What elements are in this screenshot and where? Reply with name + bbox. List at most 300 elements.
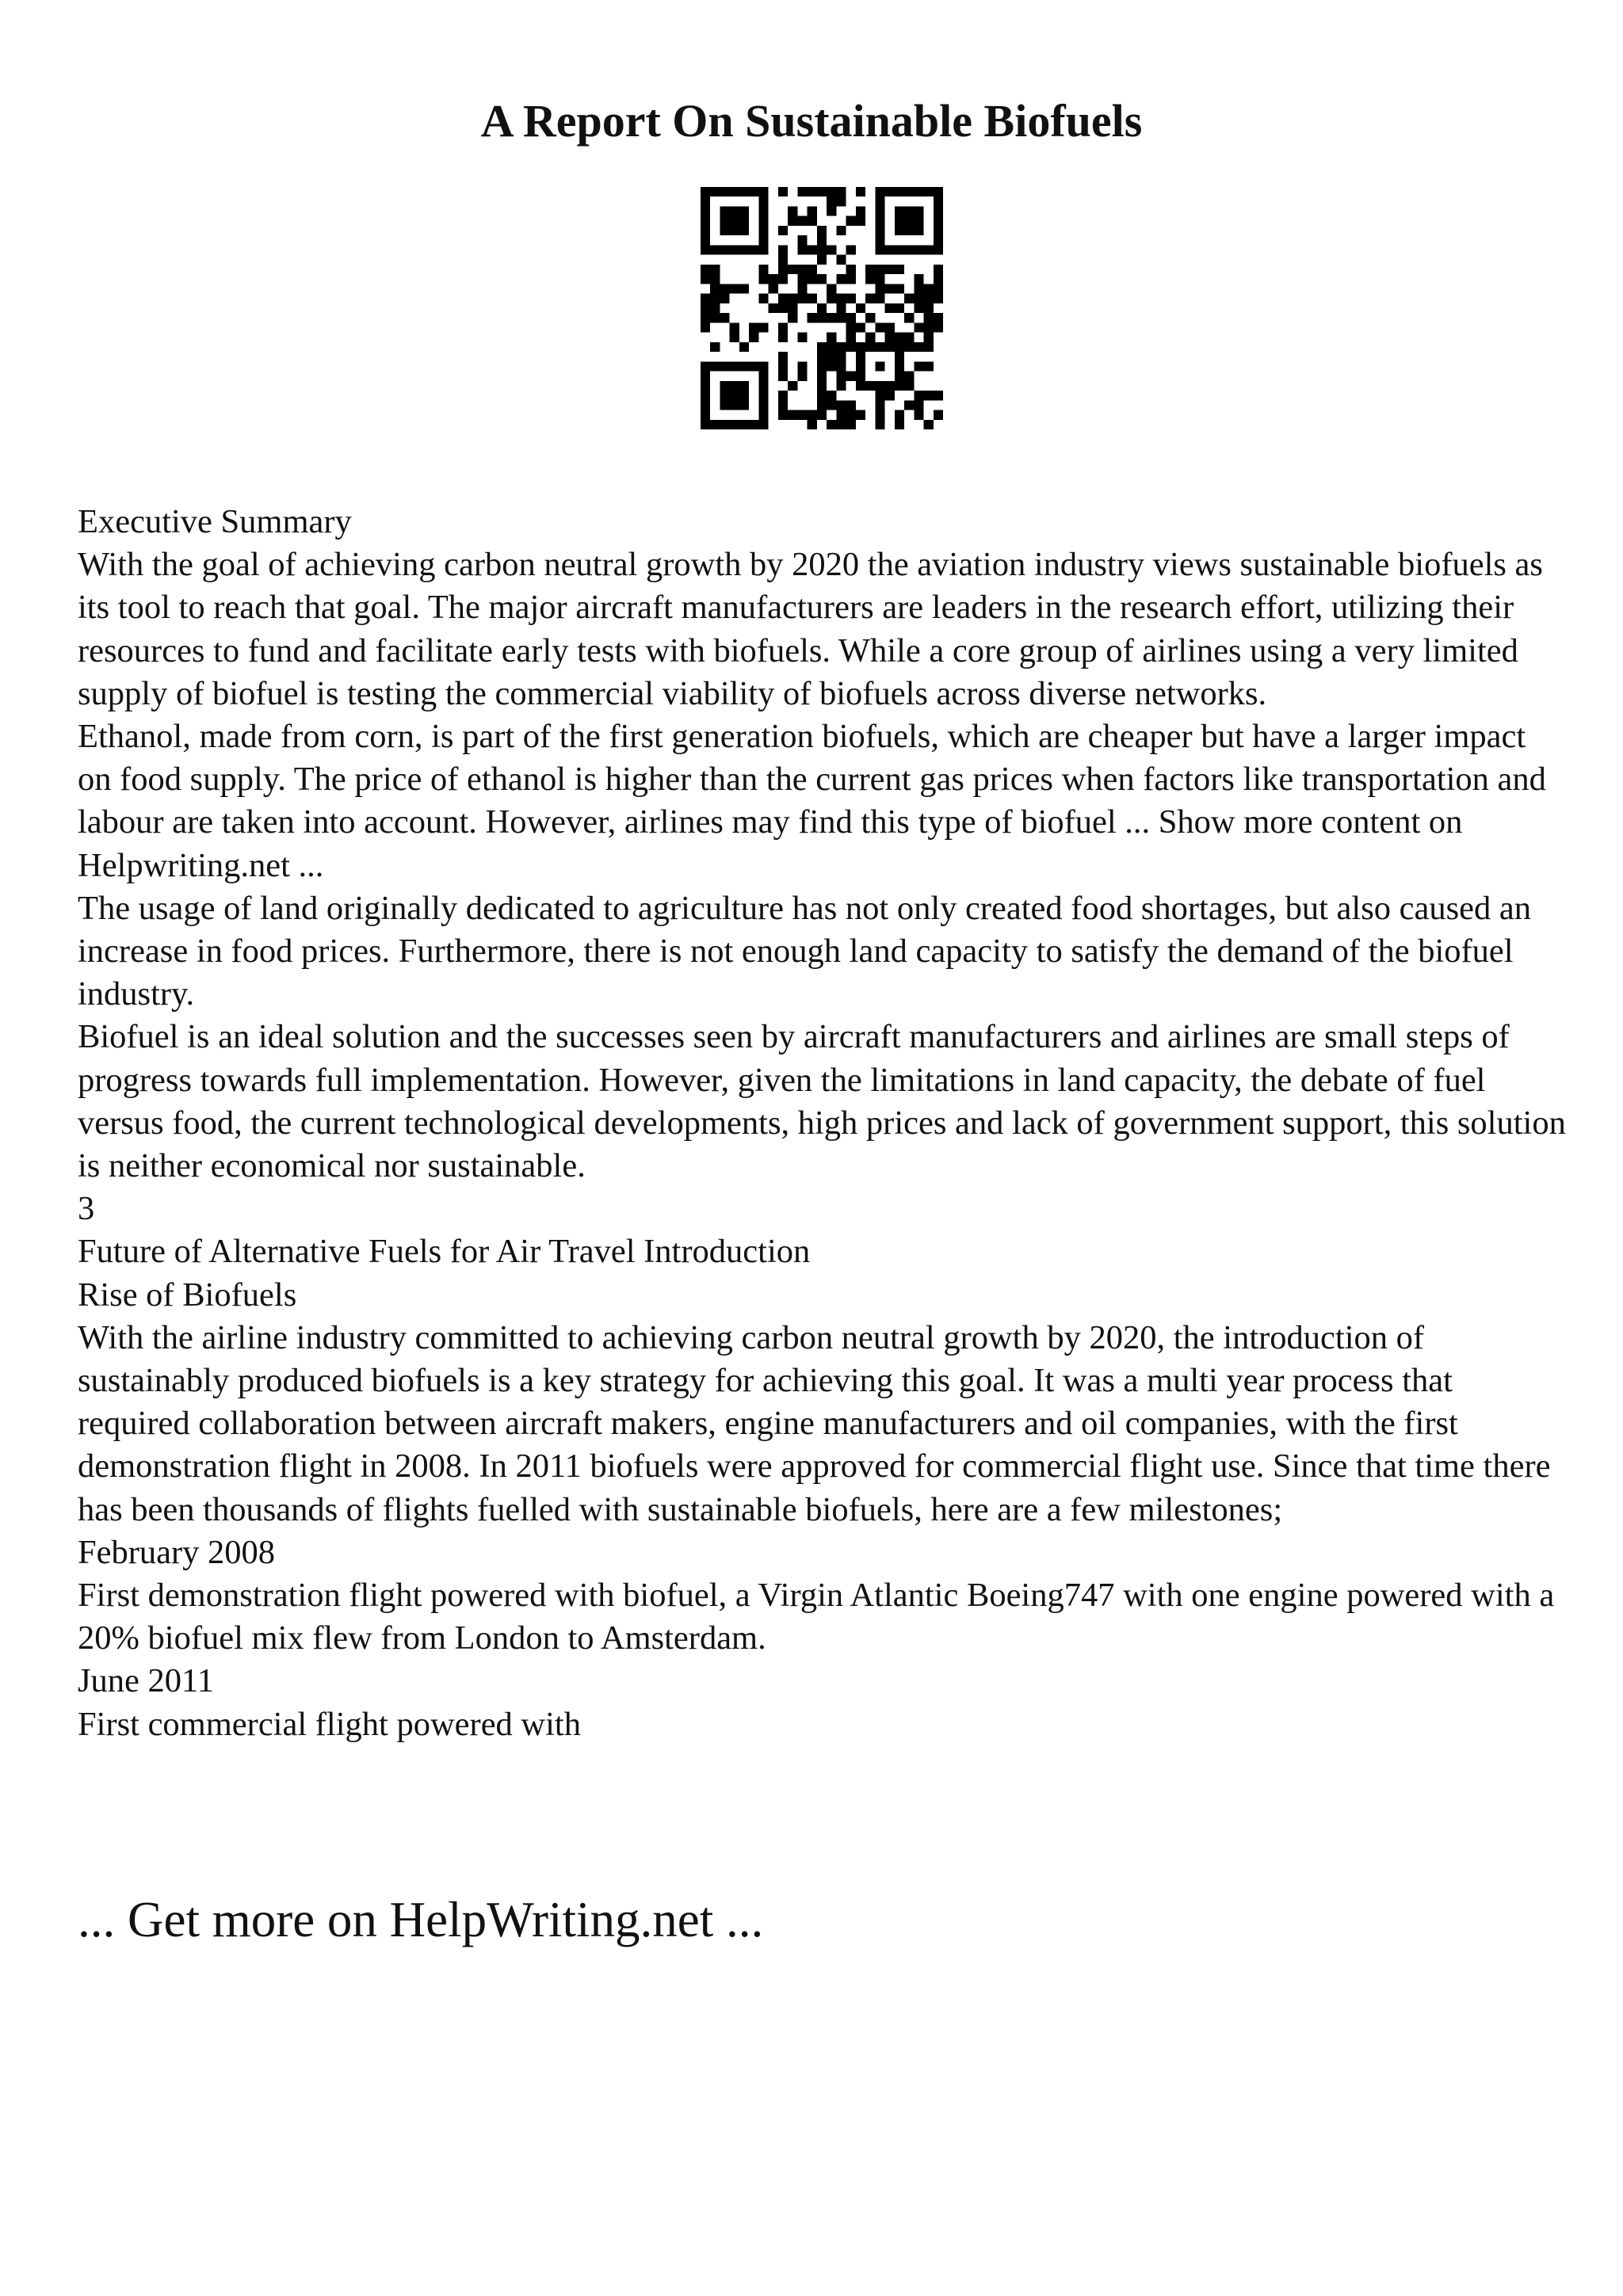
qr-module: [730, 216, 739, 226]
qr-module: [904, 400, 914, 410]
qr-module: [797, 187, 807, 196]
qr-module: [914, 274, 923, 284]
qr-module: [720, 294, 729, 303]
qr-module: [827, 187, 836, 196]
qr-module: [817, 226, 827, 235]
qr-module: [895, 245, 904, 254]
qr-module: [739, 245, 749, 254]
qr-module: [836, 342, 846, 352]
qr-module: [720, 206, 729, 215]
qr-module: [875, 216, 884, 226]
qr-module: [914, 187, 923, 196]
qr-module: [778, 400, 788, 410]
qr-module: [817, 352, 827, 361]
qr-module: [758, 420, 768, 429]
qr-module: [758, 187, 768, 196]
qr-module: [797, 361, 807, 371]
qr-module: [758, 265, 768, 274]
document-body: [78, 501, 1568, 1746]
qr-module: [846, 216, 856, 226]
qr-module: [720, 245, 729, 254]
qr-module: [875, 235, 884, 245]
qr-module: [895, 216, 904, 226]
qr-module: [827, 206, 836, 215]
qr-module: [758, 381, 768, 391]
qr-module: [885, 245, 895, 254]
qr-module: [758, 322, 768, 332]
qr-module: [904, 187, 914, 196]
qr-module: [730, 284, 739, 293]
qr-module: [914, 226, 923, 235]
qr-module: [710, 313, 720, 322]
qr-module: [739, 361, 749, 371]
qr-module: [836, 400, 846, 410]
qr-module: [904, 226, 914, 235]
qr-module: [885, 333, 895, 342]
qr-module: [836, 187, 846, 196]
qr-module: [749, 322, 758, 332]
qr-module: [817, 274, 827, 284]
qr-module: [856, 410, 865, 420]
qr-module: [758, 361, 768, 371]
qr-module: [856, 342, 865, 352]
qr-module: [808, 294, 817, 303]
qr-module: [895, 206, 904, 215]
qr-module: [895, 381, 904, 391]
qr-module: [904, 216, 914, 226]
qr-module: [934, 391, 943, 400]
qr-module: [836, 313, 846, 322]
qr-module: [885, 322, 895, 332]
qr-module: [846, 400, 856, 410]
qr-module: [904, 381, 914, 391]
qr-module: [701, 245, 710, 254]
qr-module: [924, 294, 934, 303]
qr-module: [710, 420, 720, 429]
qr-module: [739, 187, 749, 196]
qr-module: [895, 361, 904, 371]
qr-module: [885, 265, 895, 274]
qr-module: [730, 245, 739, 254]
qr-module: [827, 333, 836, 342]
qr-module: [701, 391, 710, 400]
qr-module: [778, 322, 788, 332]
qr-module: [865, 381, 875, 391]
qr-module: [739, 420, 749, 429]
qr-module: [808, 245, 817, 254]
qr-module: [934, 265, 943, 274]
qr-module: [758, 372, 768, 381]
qr-module: [934, 274, 943, 284]
qr-module: [914, 294, 923, 303]
qr-module: [914, 400, 923, 410]
qr-module: [701, 313, 710, 322]
qr-module: [904, 245, 914, 254]
qr-module: [865, 265, 875, 274]
qr-module: [885, 303, 895, 313]
qr-module: [797, 235, 807, 245]
qr-module: [836, 372, 846, 381]
qr-module: [769, 303, 778, 313]
qr-module: [808, 410, 817, 420]
qr-module: [846, 322, 856, 332]
qr-module: [875, 420, 884, 429]
qr-module: [895, 226, 904, 235]
qr-module: [895, 187, 904, 196]
qr-module: [934, 294, 943, 303]
qr-code-icon[interactable]: [701, 187, 943, 429]
qr-module: [778, 187, 788, 196]
qr-module: [758, 226, 768, 235]
qr-module: [710, 303, 720, 313]
qr-module: [846, 372, 856, 381]
qr-module: [701, 274, 710, 284]
qr-module: [730, 361, 739, 371]
qr-module: [904, 294, 914, 303]
qr-module: [749, 333, 758, 342]
qr-module: [720, 313, 729, 322]
qr-module: [808, 274, 817, 284]
qr-module: [730, 322, 739, 332]
qr-module: [914, 322, 923, 332]
qr-module: [875, 226, 884, 235]
paragraph: Biofuel is an ideal solution and the successes seen by aircraft manufacturers and airlines are small steps of progress towards full implementation. However, given the limitations in land capacity, the debate of fuel versus food, the current technological developments, high prices and lack of government support, this solution is neither economical nor sustainable.: [78, 1018, 1566, 1185]
qr-module: [778, 294, 788, 303]
qr-module: [895, 352, 904, 361]
qr-module: [749, 361, 758, 371]
paragraph: Ethanol, made from corn, is part of the first generation biofuels, which are cheaper but have a larger impact on food supply. The price of ethanol is higher than the current gas prices when factors like transportation and labour are taken into account. However, airlines may find this type of biofuel ... Show more content on Helpwriting.net ...: [78, 718, 1546, 884]
qr-module: [701, 206, 710, 215]
qr-module: [865, 342, 875, 352]
qr-module: [846, 245, 856, 254]
qr-module: [817, 235, 827, 245]
qr-module: [788, 381, 797, 391]
qr-module: [788, 410, 797, 420]
qr-module: [865, 274, 875, 284]
qr-module: [934, 235, 943, 245]
qr-module: [885, 391, 895, 400]
qr-module: [875, 294, 884, 303]
qr-module: [701, 265, 710, 274]
qr-module: [846, 420, 856, 429]
qr-module: [817, 255, 827, 265]
qr-module: [778, 372, 788, 381]
qr-module: [875, 206, 884, 215]
qr-module: [817, 342, 827, 352]
paragraph: First demonstration flight powered with biofuel, a Virgin Atlantic Boeing747 with one engine powered with a 20% biofuel mix flew from London to Amsterdam.: [78, 1577, 1555, 1657]
qr-module: [817, 381, 827, 391]
qr-module: [710, 265, 720, 274]
qr-module: [817, 187, 827, 196]
qr-module: [730, 420, 739, 429]
qr-module: [875, 274, 884, 284]
qr-module: [778, 303, 788, 313]
paragraph: With the goal of achieving carbon neutral growth by 2020 the aviation industry views sustainable biofuels as its tool to reach that goal. The major aircraft manufacturers are leaders in the research effort, utilizing their resources to fund and facilitate early tests with biofuels. While a core group of airlines using a very limited supply of biofuel is testing the commercial viability of biofuels across diverse networks.: [78, 546, 1543, 712]
qr-module: [856, 187, 865, 196]
qr-module: [914, 245, 923, 254]
qr-module: [808, 313, 817, 322]
qr-module: [749, 245, 758, 254]
qr-module: [701, 322, 710, 332]
qr-module: [720, 361, 729, 371]
qr-module: [720, 391, 729, 400]
section-heading-rise: Rise of Biofuels: [78, 1276, 297, 1314]
qr-module: [836, 381, 846, 391]
qr-module: [710, 187, 720, 196]
qr-module: [914, 410, 923, 420]
qr-module: [827, 420, 836, 429]
qr-module: [808, 420, 817, 429]
qr-module: [778, 265, 788, 274]
qr-module: [827, 361, 836, 371]
qr-module: [701, 372, 710, 381]
qr-module: [739, 381, 749, 391]
qr-module: [846, 294, 856, 303]
qr-module: [856, 352, 865, 361]
get-more-link[interactable]: ... Get more on HelpWriting.net ...: [78, 1892, 764, 1947]
qr-module: [749, 187, 758, 196]
document-title: A Report On Sustainable Biofuels: [480, 95, 1143, 147]
qr-module: [836, 361, 846, 371]
qr-module: [788, 216, 797, 226]
qr-module: [924, 391, 934, 400]
qr-module: [701, 187, 710, 196]
qr-module: [769, 284, 778, 293]
qr-module: [836, 352, 846, 361]
qr-module: [817, 361, 827, 371]
qr-module: [856, 381, 865, 391]
qr-module: [846, 265, 856, 274]
qr-module: [914, 206, 923, 215]
qr-module: [778, 391, 788, 400]
qr-module: [720, 216, 729, 226]
qr-module: [865, 294, 875, 303]
qr-module: [739, 342, 749, 352]
milestone-date: February 2008: [78, 1533, 276, 1571]
qr-module: [895, 333, 904, 342]
qr-module: [924, 333, 934, 342]
qr-module: [895, 265, 904, 274]
qr-module: [846, 313, 856, 322]
qr-module: [875, 391, 884, 400]
qr-module: [924, 361, 934, 371]
qr-module: [758, 245, 768, 254]
qr-module: [739, 391, 749, 400]
qr-module: [701, 420, 710, 429]
qr-module: [924, 313, 934, 322]
qr-module: [701, 226, 710, 235]
qr-module: [924, 322, 934, 332]
qr-module: [788, 313, 797, 322]
qr-module: [924, 245, 934, 254]
qr-module: [778, 245, 788, 254]
qr-module: [817, 410, 827, 420]
qr-module: [875, 361, 884, 371]
qr-module: [914, 303, 923, 313]
qr-module: [720, 420, 729, 429]
qr-module: [778, 361, 788, 371]
qr-module: [924, 303, 934, 313]
qr-module: [739, 226, 749, 235]
qr-module: [934, 216, 943, 226]
qr-module: [856, 322, 865, 332]
qr-module: [875, 400, 884, 410]
qr-module: [778, 410, 788, 420]
qr-module: [865, 313, 875, 322]
qr-module: [701, 196, 710, 206]
qr-module: [817, 400, 827, 410]
qr-module: [856, 372, 865, 381]
qr-module: [730, 206, 739, 215]
qr-module: [904, 342, 914, 352]
qr-module: [827, 342, 836, 352]
qr-module: [836, 196, 846, 206]
qr-module: [836, 226, 846, 235]
qr-module: [778, 333, 788, 342]
qr-module: [730, 333, 739, 342]
qr-module: [788, 265, 797, 274]
qr-module: [710, 342, 720, 352]
qr-module: [827, 313, 836, 322]
qr-module: [846, 342, 856, 352]
qr-module: [836, 303, 846, 313]
qr-module: [701, 381, 710, 391]
qr-module: [758, 196, 768, 206]
qr-module: [739, 216, 749, 226]
qr-module: [720, 381, 729, 391]
qr-module: [710, 361, 720, 371]
qr-module: [758, 391, 768, 400]
qr-module: [710, 294, 720, 303]
qr-module: [836, 274, 846, 284]
qr-module: [934, 187, 943, 196]
qr-module: [846, 274, 856, 284]
qr-module: [701, 235, 710, 245]
qr-module: [720, 226, 729, 235]
qr-module: [934, 206, 943, 215]
qr-module: [827, 294, 836, 303]
qr-module: [846, 333, 856, 342]
qr-module: [865, 333, 875, 342]
qr-module: [924, 187, 934, 196]
paragraph: First commercial flight powered with: [78, 1705, 581, 1743]
qr-module: [836, 420, 846, 429]
qr-module: [856, 303, 865, 313]
qr-module: [827, 352, 836, 361]
qr-module: [875, 342, 884, 352]
qr-module: [720, 187, 729, 196]
qr-module: [934, 322, 943, 332]
paragraph: With the airline industry committed to achieving carbon neutral growth by 2020, the introduction of sustainably produced biofuels is a key strategy for achieving this goal. It was a multi year process that required collaboration between aircraft makers, engine manufacturers and oil companies, with the first demonstration flight in 2008. In 2011 biofuels were approved for commercial flight use. Since that time there has been thousands of flights fuelled with sustainable biofuels, here are a few milestones;: [78, 1318, 1551, 1528]
qr-module: [758, 235, 768, 245]
qr-module: [914, 284, 923, 293]
qr-module: [875, 322, 884, 332]
qr-module: [797, 284, 807, 293]
qr-module: [904, 333, 914, 342]
qr-module: [827, 400, 836, 410]
qr-module: [701, 303, 710, 313]
qr-module: [836, 294, 846, 303]
qr-module: [797, 216, 807, 226]
qr-module: [778, 255, 788, 265]
qr-module: [710, 284, 720, 293]
qr-module: [797, 265, 807, 274]
qr-module: [914, 361, 923, 371]
qr-module: [730, 381, 739, 391]
qr-module: [701, 361, 710, 371]
qr-module: [875, 196, 884, 206]
qr-module: [758, 400, 768, 410]
qr-module: [817, 313, 827, 322]
qr-module: [934, 226, 943, 235]
qr-module: [895, 342, 904, 352]
qr-module: [856, 361, 865, 371]
qr-module: [827, 391, 836, 400]
qr-module: [730, 187, 739, 196]
qr-module: [904, 372, 914, 381]
page-number: 3: [78, 1190, 95, 1228]
section-heading-executive-summary: Executive Summary: [78, 503, 352, 540]
qr-module: [895, 420, 904, 429]
qr-module: [710, 274, 720, 284]
qr-module: [808, 187, 817, 196]
qr-module: [934, 245, 943, 254]
qr-module: [827, 245, 836, 254]
qr-module: [701, 410, 710, 420]
qr-module: [817, 372, 827, 381]
qr-module: [720, 284, 729, 293]
qr-module: [856, 216, 865, 226]
qr-module: [797, 245, 807, 254]
qr-module: [758, 216, 768, 226]
qr-module: [924, 342, 934, 352]
qr-module: [808, 216, 817, 226]
qr-module: [817, 245, 827, 254]
qr-module: [885, 381, 895, 391]
qr-module: [914, 216, 923, 226]
qr-module: [904, 313, 914, 322]
milestone-date: June 2011: [78, 1662, 214, 1700]
paragraph: The usage of land originally dedicated to agriculture has not only created food shortages, but also caused an increase in food prices. Furthermore, there is not enough land capacity to satisfy the demand of the biofuel industry.: [78, 889, 1531, 1013]
qr-module: [739, 400, 749, 410]
qr-module: [778, 226, 788, 235]
qr-module: [758, 206, 768, 215]
qr-module: [914, 342, 923, 352]
qr-module: [856, 206, 865, 215]
qr-module: [875, 187, 884, 196]
qr-module: [701, 294, 710, 303]
qr-module: [730, 400, 739, 410]
qr-module: [875, 245, 884, 254]
qr-module: [924, 284, 934, 293]
qr-module: [730, 391, 739, 400]
qr-module: [934, 284, 943, 293]
qr-module: [817, 391, 827, 400]
qr-module: [934, 410, 943, 420]
qr-module: [758, 410, 768, 420]
qr-module: [808, 206, 817, 215]
qr-module: [797, 410, 807, 420]
qr-module: [758, 274, 768, 284]
qr-module: [817, 303, 827, 313]
qr-module: [797, 333, 807, 342]
qr-module: [875, 410, 884, 420]
qr-module: [934, 313, 943, 322]
qr-module: [846, 410, 856, 420]
qr-module: [788, 303, 797, 313]
qr-module: [875, 381, 884, 391]
qr-module: [875, 284, 884, 293]
